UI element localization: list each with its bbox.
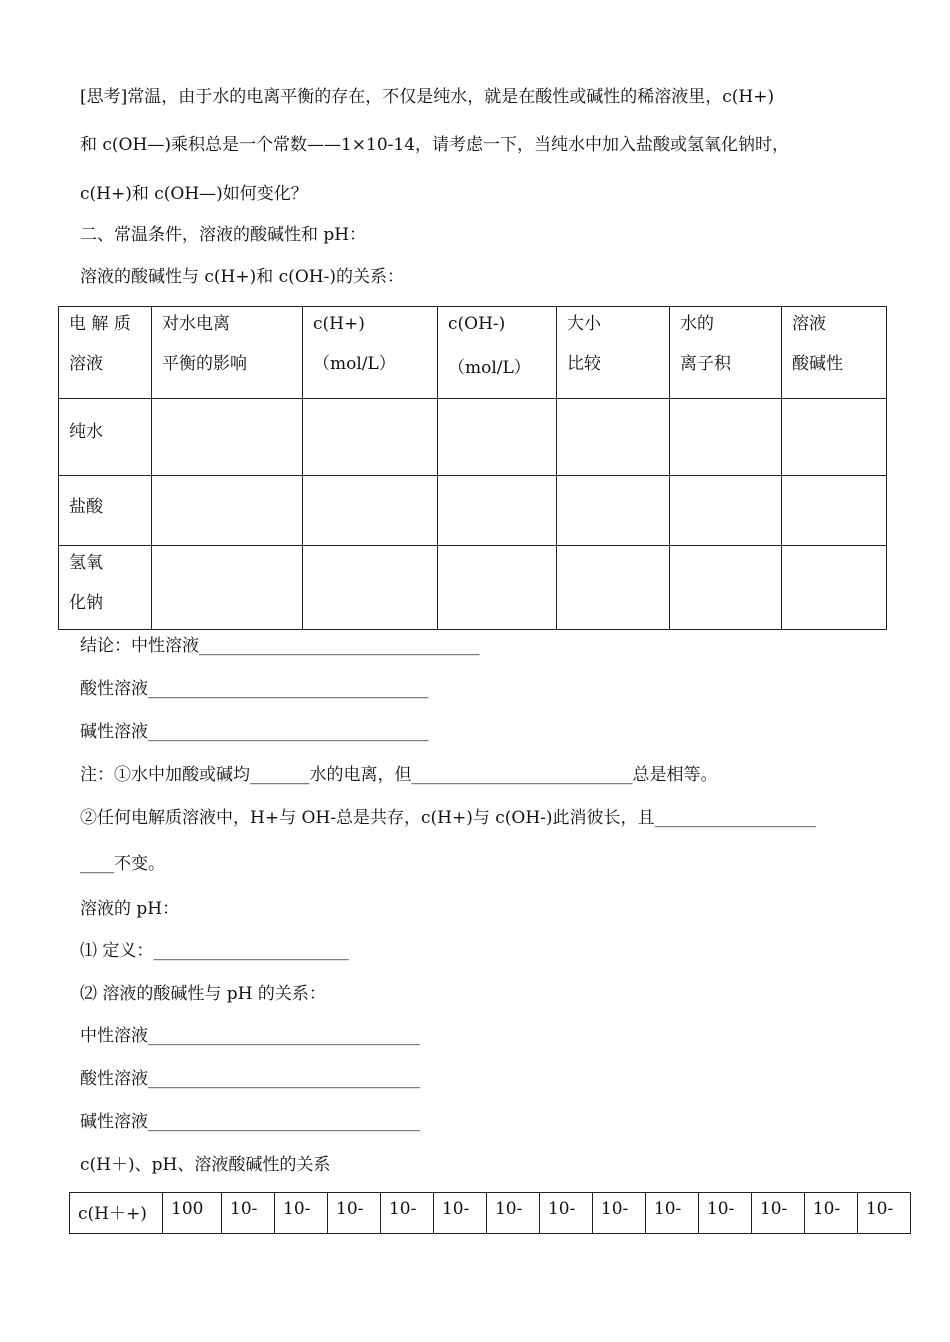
ph-table-cell: 10- bbox=[486, 1193, 539, 1234]
header-electrolyte: 电 解 质 溶液 bbox=[59, 307, 152, 399]
table-header-row bbox=[59, 307, 887, 399]
intro-line-3: c(H+)和 c(OH—)如何变化？ bbox=[80, 184, 308, 204]
ph-table bbox=[69, 1192, 911, 1234]
table-row bbox=[70, 1193, 911, 1234]
ph-table-cell: 10- bbox=[275, 1193, 328, 1234]
section-subheading: 溶液的酸碱性与 c(H+)和 c(OH-)的关系： bbox=[80, 267, 404, 287]
note-2-cont: ____不变。 bbox=[80, 854, 165, 874]
ph-definition: ⑴ 定义：_______________________ bbox=[80, 941, 349, 961]
header-coh: c(OH-) （mol/L） bbox=[438, 307, 557, 399]
ph-relation-title: c(H＋)、pH、溶液酸碱性的关系 bbox=[80, 1155, 331, 1175]
ph-table-cell: 10- bbox=[539, 1193, 592, 1234]
table-row bbox=[59, 399, 887, 476]
row-label-hcl: 盐酸 bbox=[59, 476, 152, 546]
ph-basic: 碱性溶液________________________________ bbox=[80, 1112, 420, 1132]
ph-neutral: 中性溶液________________________________ bbox=[80, 1026, 420, 1046]
ph-table-cell: 10- bbox=[804, 1193, 857, 1234]
header-acidity: 溶液 酸碱性 bbox=[782, 307, 887, 399]
intro-line-1: [思考]常温，由于水的电离平衡的存在，不仅是纯水，就是在酸性或碱性的稀溶液里，c(H+) bbox=[80, 87, 775, 107]
conclusion-acidic: 酸性溶液_________________________________ bbox=[80, 679, 429, 699]
ph-table-cell: 10- bbox=[751, 1193, 804, 1234]
conclusion-neutral: 结论：中性溶液_________________________________ bbox=[80, 636, 480, 656]
ph-table-cell: 10- bbox=[222, 1193, 275, 1234]
header-compare: 大小 比较 bbox=[557, 307, 670, 399]
note-2: ②任何电解质溶液中，H+与 OH-总是共存，c(H+)与 c(OH-)此消彼长，且___________________ bbox=[80, 808, 817, 828]
row-label-naoh: 氢氧 化钠 bbox=[59, 546, 152, 630]
ph-table-cell: 10- bbox=[645, 1193, 698, 1234]
header-effect: 对水电离 平衡的影响 bbox=[152, 307, 303, 399]
ph-table-cell: 10- bbox=[380, 1193, 433, 1234]
header-ion-product: 水的 离子积 bbox=[670, 307, 782, 399]
section-heading: 二、常温条件，溶液的酸碱性和 pH： bbox=[80, 225, 367, 245]
header-ch: c(H+) （mol/L） bbox=[303, 307, 438, 399]
ph-table-cell: 10- bbox=[698, 1193, 751, 1234]
row-label-pure-water: 纯水 bbox=[59, 399, 152, 476]
intro-line-2: 和 c(OH—)乘积总是一个常数——1×10-14，请考虑一下，当纯水中加入盐酸或氢氧化钠时， bbox=[80, 135, 790, 155]
acid-base-table bbox=[58, 306, 887, 630]
conclusion-basic: 碱性溶液_________________________________ bbox=[80, 722, 429, 742]
note-1: 注：①水中加酸或碱均_______水的电离，但__________________________总是相等。 bbox=[80, 765, 718, 785]
table-row bbox=[59, 476, 887, 546]
ph-table-cell: 10- bbox=[328, 1193, 381, 1234]
ph-table-cell: c(H＋+) bbox=[70, 1193, 163, 1234]
ph-table-cell: 100 bbox=[163, 1193, 222, 1234]
ph-table-cell: 10- bbox=[433, 1193, 486, 1234]
ph-table-cell: 10- bbox=[857, 1193, 910, 1234]
ph-relation: ⑵ 溶液的酸碱性与 pH 的关系： bbox=[80, 984, 326, 1004]
table-row bbox=[59, 546, 887, 630]
ph-acidic: 酸性溶液________________________________ bbox=[80, 1069, 420, 1089]
ph-table-cell: 10- bbox=[592, 1193, 645, 1234]
ph-title: 溶液的 pH： bbox=[80, 899, 180, 919]
